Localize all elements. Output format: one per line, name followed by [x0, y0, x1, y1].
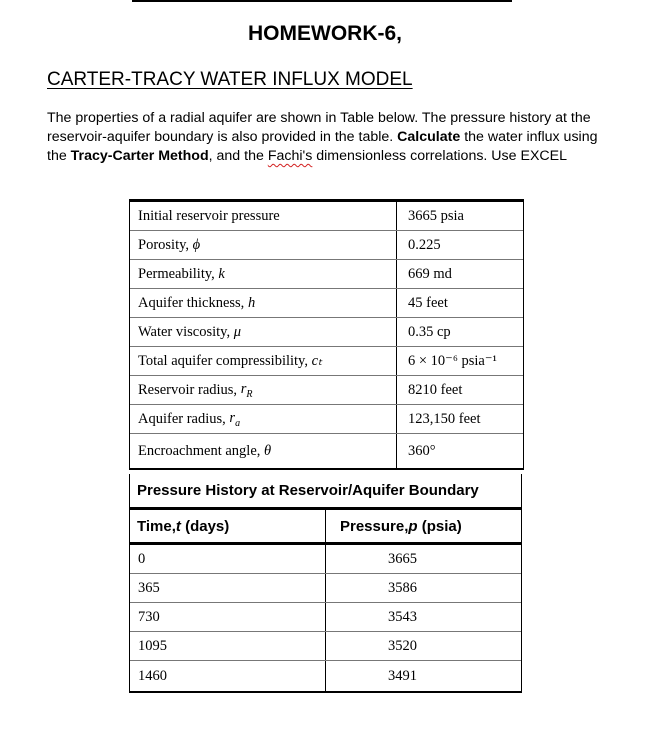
property-label: Initial reservoir pressure [130, 202, 397, 230]
aquifer-properties-table [129, 199, 524, 470]
property-label: Encroachment angle, θ [130, 434, 397, 468]
intro-text-3: , and the [208, 148, 268, 164]
homework-title: HOMEWORK-6, [248, 22, 402, 45]
property-value: 6 × 10⁻⁶ psia⁻¹ [408, 352, 497, 369]
table-row [130, 603, 521, 632]
time-cell: 0 [130, 545, 326, 573]
property-value: 45 feet [408, 294, 448, 311]
property-value: 0.35 cp [408, 323, 451, 340]
pressure-column-header: Pressure, p (psia) [340, 517, 462, 535]
property-symbol: μ [233, 323, 242, 340]
table-row [130, 405, 523, 434]
pressure-history-title: Pressure History at Reservoir/Aquifer Boundary [129, 474, 522, 510]
table-row [130, 574, 521, 603]
property-symbol: $r_R$ [240, 380, 253, 400]
table-row [130, 260, 523, 289]
property-value: 669 md [408, 265, 452, 282]
property-symbol: θ [264, 442, 272, 459]
table-row [130, 202, 523, 231]
time-column-header: Time, t (days) [130, 510, 326, 542]
property-label: Water viscosity, μ [130, 318, 397, 346]
property-value: 123,150 feet [408, 410, 481, 427]
property-symbol: $r_a$ [229, 409, 241, 429]
intro-misspelled-word: Fachi's [267, 148, 313, 164]
property-symbol: h [247, 294, 256, 311]
time-cell: 730 [130, 603, 326, 631]
table-row [130, 661, 521, 691]
property-value: 8210 feet [408, 381, 463, 398]
property-label: Total aquifer compressibility, cₜ [130, 347, 397, 375]
table-header-row [129, 510, 522, 545]
intro-bold-calculate: Calculate [397, 129, 461, 145]
time-cell: 365 [130, 574, 326, 602]
property-value: 360° [408, 442, 436, 459]
table-row [130, 231, 523, 260]
property-label: Aquifer thickness, h [130, 289, 397, 317]
time-cell: 1095 [130, 632, 326, 660]
table-row [130, 376, 523, 405]
table-row [130, 434, 523, 468]
intro-paragraph [47, 109, 617, 166]
table-row [130, 347, 523, 376]
property-label: Reservoir radius, $r_R$ [130, 376, 397, 404]
pressure-history-table [129, 474, 522, 693]
property-symbol: ϕ [192, 236, 201, 253]
top-rule [132, 0, 512, 2]
intro-text-1: The properties of a radial aquifer are shown in Table below. The pressure history at the reservoir-aquifer boundary is also provided in the table. [47, 110, 591, 145]
section-title: CARTER-TRACY WATER INFLUX MODEL [47, 69, 413, 90]
pressure-cell: 3586 [388, 579, 417, 596]
pressure-cell: 3491 [388, 667, 417, 684]
property-value: 0.225 [408, 236, 441, 253]
property-label: Aquifer radius, $r_a$ [130, 405, 397, 433]
property-label: Permeability, k [130, 260, 397, 288]
table-row [130, 318, 523, 347]
table-row [130, 289, 523, 318]
intro-text-4: dimensionless correlations. Use EXCEL [312, 148, 568, 164]
history-rows [129, 545, 522, 693]
intro-text-2: the water influx using the [47, 129, 598, 164]
property-label: Porosity, ϕ [130, 231, 397, 259]
pressure-cell: 3665 [388, 550, 417, 567]
property-symbol: k [218, 265, 225, 282]
time-cell: 1460 [130, 661, 326, 691]
table-row [130, 545, 521, 574]
pressure-cell: 3543 [388, 608, 417, 625]
pressure-cell: 3520 [388, 637, 417, 654]
property-value: 3665 psia [408, 207, 464, 224]
intro-bold-method: Tracy-Carter Method [70, 148, 209, 164]
table-row [130, 632, 521, 661]
property-symbol: cₜ [311, 352, 323, 369]
